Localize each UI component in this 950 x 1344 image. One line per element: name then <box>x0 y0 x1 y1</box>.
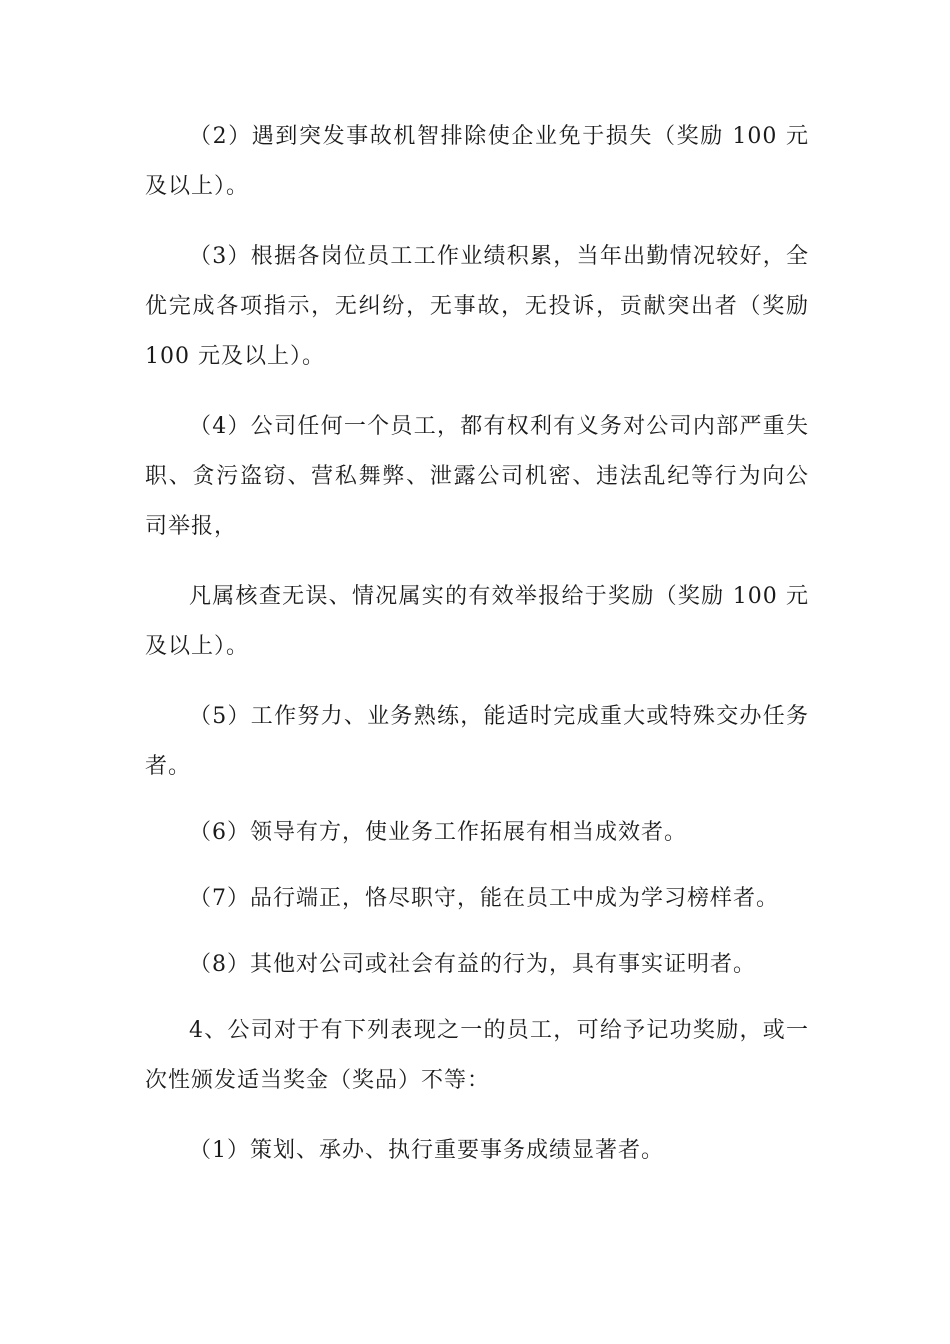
paragraph-section-4: 4、公司对于有下列表现之一的员工，可给予记功奖励，或一次性颁发适当奖金（奖品）不等： <box>145 1018 809 1093</box>
paragraph-item-6: （6）领导有方，使业务工作拓展有相当成效者。 <box>189 820 687 845</box>
paragraph-item-2: （2）遇到突发事故机智排除使企业免于损失（奖励 100 元及以上）。 <box>145 124 809 199</box>
document-body <box>145 112 809 1176</box>
paragraph-item-4: （4）公司任何一个员工，都有权利有义务对公司内部严重失职、贪污盗窃、营私舞弊、泄露公司机密、违法乱纪等行为向公司举报， <box>145 414 809 539</box>
paragraph-item-7: （7）品行端正，恪尽职守，能在员工中成为学习榜样者。 <box>189 886 779 911</box>
paragraph-item-5: （5）工作努力、业务熟练，能适时完成重大或特殊交办任务者。 <box>145 704 809 779</box>
paragraph-item-8: （8）其他对公司或社会有益的行为，具有事实证明者。 <box>189 952 756 977</box>
paragraph-item-3: （3）根据各岗位员工工作业绩积累，当年出勤情况较好，全优完成各项指示，无纠纷，无事故，无投诉，贡献突出者（奖励 100 元及以上）。 <box>145 244 809 369</box>
paragraph-item-4-continued: 凡属核查无误、情况属实的有效举报给于奖励（奖励 100 元及以上）。 <box>145 584 809 659</box>
paragraph-section-4-item-1: （1）策划、承办、执行重要事务成绩显著者。 <box>189 1138 664 1163</box>
